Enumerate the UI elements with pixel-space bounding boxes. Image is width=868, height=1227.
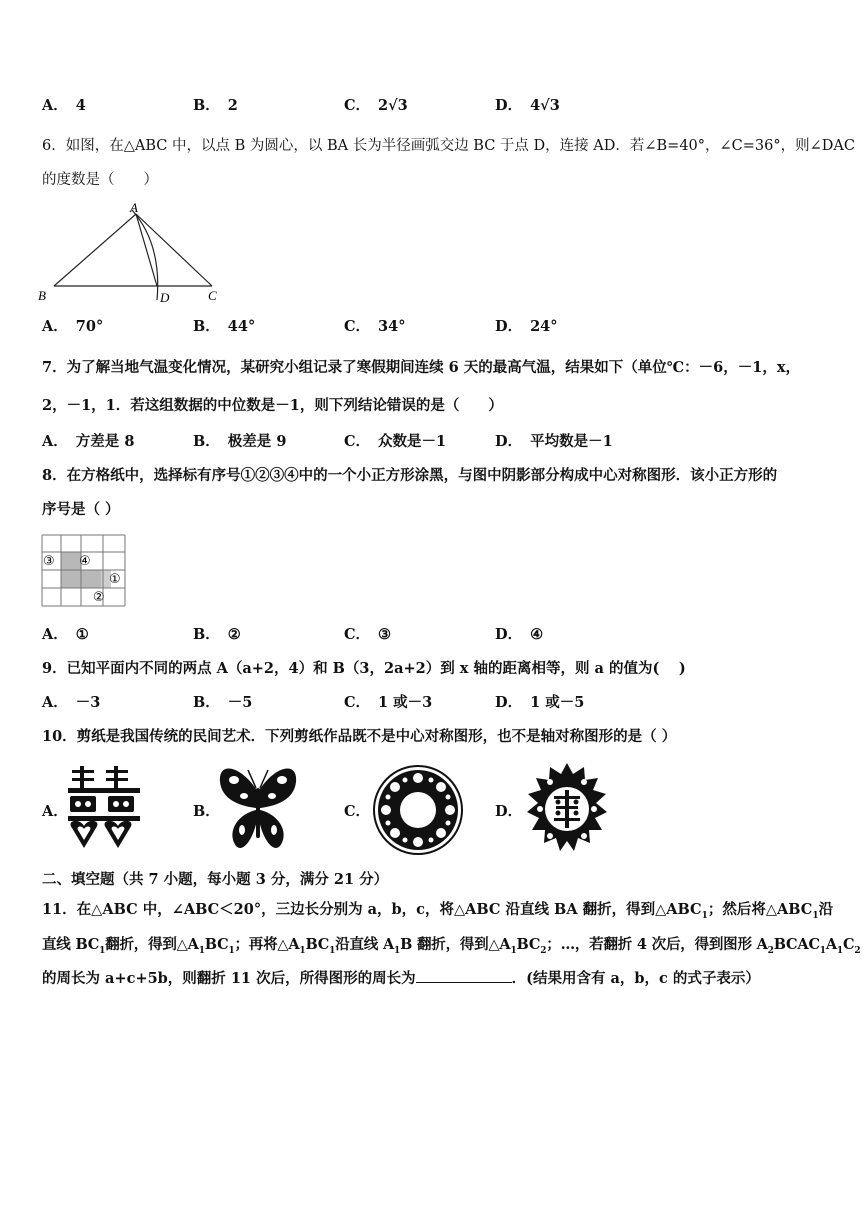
option-value: 平均数是－1 xyxy=(530,433,613,450)
label-a: A xyxy=(130,200,138,215)
subscript: 1 xyxy=(299,945,306,956)
round-sun-papercut-icon xyxy=(520,762,614,856)
subscript: 1 xyxy=(99,945,106,956)
option-value: 2 xyxy=(227,97,238,114)
q8-option-b xyxy=(193,625,241,645)
q6-option-b xyxy=(193,317,255,337)
text-run: A xyxy=(825,936,837,953)
q5-option-c xyxy=(344,96,408,116)
q5-option-b xyxy=(193,96,238,116)
option-label: B． xyxy=(193,97,220,114)
q7-option-d xyxy=(495,432,613,452)
q7-option-b xyxy=(193,432,286,452)
answer-blank[interactable] xyxy=(416,968,512,983)
text-run: 翻折，得到△A xyxy=(105,936,199,953)
shaded-cell xyxy=(61,552,81,570)
option-value: 70° xyxy=(75,318,104,335)
q10-option-b-label: B． xyxy=(193,803,220,820)
option-label: C． xyxy=(344,318,371,335)
option-label: C． xyxy=(344,97,371,114)
q6-stem-line2: 的度数是（ ） xyxy=(42,172,158,188)
q9-option-b xyxy=(193,693,252,713)
q6-stem-line1: 6．如图，在△ABC 中，以点 B 为圆心，以 BA 长为半径画弧交边 BC 于点 D，连接 AD．若∠B=40°，∠C=36°，则∠DAC xyxy=(42,138,855,154)
segment-ba xyxy=(54,214,136,286)
grid-mark-1: ① xyxy=(109,572,121,587)
q5-option-a xyxy=(42,96,86,116)
text-run: ；然后将△ABC xyxy=(707,901,813,918)
text-run: BCAC xyxy=(773,936,820,953)
text-run: ；再将△A xyxy=(234,936,300,953)
q7-option-a xyxy=(42,432,134,452)
q10-option-a-label: A． xyxy=(42,803,68,820)
q9-option-d xyxy=(495,693,584,713)
q10-option-d-label: D． xyxy=(495,803,523,820)
subscript: 1 xyxy=(198,945,205,956)
grid-mark-3: ③ xyxy=(43,554,55,569)
option-label: B． xyxy=(193,626,220,643)
q9-option-c xyxy=(344,693,432,713)
text-run: 沿直线 A xyxy=(335,936,395,953)
grid-mark-4: ④ xyxy=(79,554,91,569)
option-label: A． xyxy=(42,433,68,450)
q6-option-c xyxy=(344,317,405,337)
subscript: 1 xyxy=(510,945,517,956)
option-label: D． xyxy=(495,626,523,643)
option-value: ② xyxy=(227,626,241,643)
option-value: ① xyxy=(75,626,89,643)
text-run: 11．在△ABC 中，∠ABC＜20°，三边长分别为 a，b，c，将△ABC 沿直线 BA 翻折，得到△ABC xyxy=(42,901,702,918)
q10-option-c-label: C． xyxy=(344,803,371,820)
subscript: 1 xyxy=(228,945,235,956)
butterfly-papercut-icon xyxy=(212,762,304,854)
text-run: B 翻折，得到△A xyxy=(400,936,511,953)
option-label: A． xyxy=(42,626,68,643)
q7-stem-line1: 7．为了解当地气温变化情况，某研究小组记录了寒假期间连续 6 天的最高气温，结果如下（单位℃：－6，－1，x， xyxy=(42,359,800,376)
option-label: D． xyxy=(495,433,523,450)
q5-option-d xyxy=(495,96,560,116)
option-value: ④ xyxy=(530,626,544,643)
text-run: C xyxy=(842,936,855,953)
subscript: 2 xyxy=(767,945,774,956)
option-value: －5 xyxy=(227,694,253,711)
q11-stem-line3 xyxy=(42,968,760,989)
segment-ac xyxy=(136,214,212,286)
text-run: BC xyxy=(204,936,229,953)
option-label: C． xyxy=(344,694,371,711)
q6-option-a xyxy=(42,317,103,337)
q8-option-c xyxy=(344,625,391,645)
q6-option-d xyxy=(495,317,558,337)
option-label: D． xyxy=(495,694,523,711)
option-value: 4 xyxy=(75,97,86,114)
subscript: 1 xyxy=(329,945,336,956)
option-value: ③ xyxy=(378,626,392,643)
q10-stem: 10．剪纸是我国传统的民间艺术．下列剪纸作品既不是中心对称图形，也不是轴对称图形的是（ ） xyxy=(42,728,677,745)
subscript: 1 xyxy=(701,910,708,921)
text-run: 沿 xyxy=(818,901,834,918)
q7-option-c xyxy=(344,432,446,452)
option-value: 1 或－5 xyxy=(530,694,585,711)
text-run: BC xyxy=(305,936,330,953)
q9-option-a xyxy=(42,693,100,713)
option-value: 1 或－3 xyxy=(378,694,433,711)
option-value: 众数是－1 xyxy=(378,433,447,450)
q8-stem-line1: 8．在方格纸中，选择标有序号①②③④中的一个小正方形涂黑，与图中阴影部分构成中心对称图形．该小正方形的 xyxy=(42,467,778,484)
option-label: B． xyxy=(193,318,220,335)
text-run: ．(结果用含有 a，b，c 的式子表示） xyxy=(511,970,760,987)
section-heading: 二、填空题（共 7 小题，每小题 3 分，满分 21 分） xyxy=(42,871,389,888)
subscript: 2 xyxy=(540,945,547,956)
q8-option-a xyxy=(42,625,89,645)
subscript: 1 xyxy=(819,945,826,956)
q6-triangle-figure xyxy=(36,200,236,306)
option-label: C． xyxy=(344,433,371,450)
q9-stem: 9．已知平面内不同的两点 A（a+2，4）和 B（3，2a+2）到 x 轴的距离相等，则 a 的值为( ) xyxy=(42,660,686,677)
option-value: 极差是 9 xyxy=(227,433,287,450)
grid-lines xyxy=(42,535,125,606)
subscript: 1 xyxy=(394,945,401,956)
double-happiness-papercut-icon xyxy=(66,762,146,856)
text-run: BC xyxy=(516,936,541,953)
label-b: B xyxy=(38,288,46,303)
option-value: 24° xyxy=(530,318,558,335)
text-run: ；…，若翻折 4 次后，得到图形 A xyxy=(546,936,768,953)
q8-stem-line2: 序号是（ ） xyxy=(42,501,120,518)
label-c: C xyxy=(208,288,217,303)
option-value: －3 xyxy=(75,694,101,711)
option-label: B． xyxy=(193,433,220,450)
option-label: D． xyxy=(495,318,523,335)
q8-grid-figure xyxy=(41,534,127,608)
subscript: 1 xyxy=(836,945,843,956)
option-value: 2√3 xyxy=(378,97,408,114)
grid-mark-2: ② xyxy=(93,590,105,605)
label-d: D xyxy=(160,290,170,305)
subscript: 2 xyxy=(854,945,861,956)
option-label: D． xyxy=(495,97,523,114)
ring-papercut-icon xyxy=(372,764,464,856)
option-label: C． xyxy=(344,626,371,643)
option-label: A． xyxy=(42,97,68,114)
option-value: 34° xyxy=(378,318,406,335)
option-label: A． xyxy=(42,694,68,711)
q7-stem-line2: 2，－1，1．若这组数据的中位数是－1，则下列结论错误的是（ ） xyxy=(42,397,503,414)
subscript: 1 xyxy=(812,910,819,921)
option-value: 44° xyxy=(227,318,256,335)
q11-stem-line1 xyxy=(42,900,833,926)
option-value: 4√3 xyxy=(530,97,560,114)
option-label: B． xyxy=(193,694,220,711)
option-value: 方差是 8 xyxy=(75,433,135,450)
option-label: A． xyxy=(42,318,68,335)
q11-stem-line2 xyxy=(42,935,860,961)
q8-option-d xyxy=(495,625,543,645)
text-run: 的周长为 a+c+5b，则翻折 11 次后，所得图形的周长为 xyxy=(42,970,416,987)
text-run: 直线 BC xyxy=(42,936,100,953)
